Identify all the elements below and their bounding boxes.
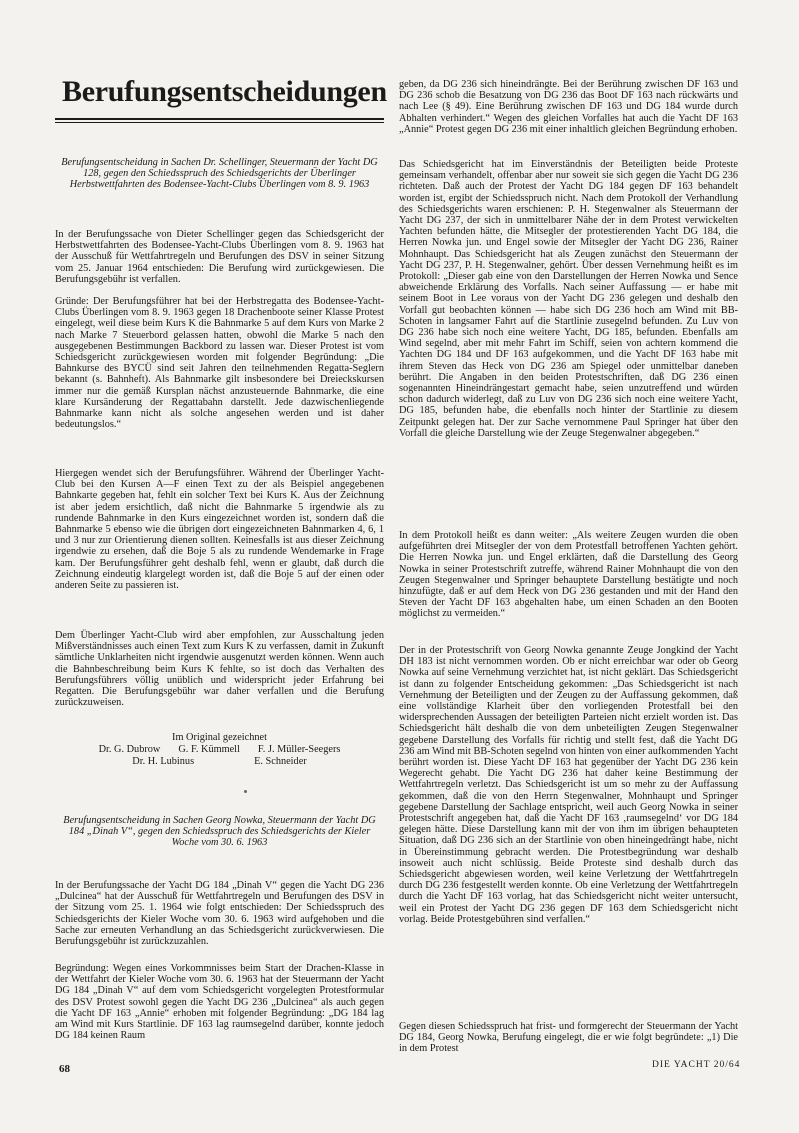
signer: F. J. Müller-Seegers xyxy=(257,744,341,755)
footer-publication: DIE YACHT 20/64 xyxy=(652,1060,741,1070)
signed-intro: Im Original gezeichnet xyxy=(172,732,267,743)
case1-paragraph-4: Dem Überlinger Yacht-Club wird aber empfohlen, zur Ausschaltung jeden Mißverständnisses auch einen Text zum Kurs K zu verfassen, damit in Zukunft sämtliche Unklarheiten nicht irgendwie ausgenutzt werden können. Wenn auch die Bahnbeschreibung beim Kurs K fehlte, so ist doch das Verhalten des Berufungsführers völlig unüblich und widerspricht jeder Erfahrung bei Regatten. Die Berufungsgebühr war daher verfallen und die Berufung zurückzuweisen. xyxy=(55,630,384,709)
case2-paragraph-5: In dem Protokoll heißt es dann weiter: „Als weitere Zeugen wurden die oben aufgeführten drei Mitsegler der von dem Protestfall betroffenen Yachten gehört. Die Herren Nowka jun. und Engel erklärten, daß die Darstellung des Georg Nowka in seiner Protestschrift zutreffe, während Rainer Mohnhaupt die von den Zeugen Stegenwalner und Springer behauptete Darstellung bestätigte und noch hinzufügte, daß er auf dem Heck von DG 236 gestanden und mit der Hand den Steven der Yacht DF 163 abgehalten habe, um einen Schaden an den Booten möglichst zu vermeiden.“ xyxy=(399,530,738,620)
case1-paragraph-1: In der Berufungssache von Dieter Schellinger gegen das Schiedsgericht der Herbstwettfahrten des Bodensee-Yacht-Clubs Überlingen vom 8. 9. 1963 hat der Ausschuß für Wettfahrtregeln und Berufungen des DSV in seiner Sitzung vom 25. Januar 1964 entschieden: Die Berufung wird zurückgewiesen. Die Berufungsgebühr ist verfallen. xyxy=(55,229,384,285)
case2-caption: Berufungsentscheidung in Sachen Georg Nowka, Steuermann der Yacht DG 184 „Dinah V“, gegen den Schiedsspruch des Schiedsgerichts der Kieler Woche vom 30. 6. 1963 xyxy=(63,815,376,849)
case1-paragraph-2: Gründe: Der Berufungsführer hat bei der Herbstregatta des Bodensee-Yacht-Clubs Überlingen vom 8. 9. 1963 gegen 18 Drachenboote seiner Klasse Protest eingelegt, weil diese beim Kurs K die Bahnmarke 5 auf dem Kurs von Marke 2 nach Marke 7 Steuerbord gelassen hatten, obwohl die Marke 5 nach den ausgegebenen Bestimmungen Backbord zu lassen war. Dieser Protest ist vom Schiedsgericht zurückgewiesen worden mit folgender Begründung: „Die Bahnkurse des BYCÜ sind seit Jahren den teilnehmenden Regatta-Seglern bekannt (s. Bahnheft). Als Bahnmarke gilt insbesondere bei Dreieckskursen immer nur die gemäß Kursplan nächst anzusteuernde Bahnmarke, die eine klare Kursänderung der Regattabahn darstellt. Jede dazwischenliegende Bahnmarke kann nicht als solche angesehen werden und ist daher bedeutungslos.“ xyxy=(55,296,384,431)
title-rule-thick xyxy=(55,118,384,120)
case2-paragraph-3: geben, da DG 236 sich hineindrängte. Bei der Berührung zwischen DF 163 und DG 236 schob die Besatzung von DG 236 das Boot DF 163 nach rückwärts und nach Lee (§ 49). Eine Berührung zwischen DF 163 und DG 184 wurde durch Abhalten verhindert.“ Wegen des gleichen Vorfalles hat auch die Yacht DF 163 „Annie“ Protest gegen DG 236 mit einer inhaltlich gleichen Begründung erhoben. xyxy=(399,79,738,135)
signers-row-2 xyxy=(55,756,384,768)
page-title: Berufungsentscheidungen xyxy=(62,75,387,108)
case2-paragraph-1: In der Berufungssache der Yacht DG 184 „Dinah V“ gegen die Yacht DG 236 „Dulcinea“ hat der Ausschuß für Wettfahrtregeln und Berufungen des DSV in der Sitzung vom 25. 1. 1964 wie folgt entschieden: Der Schiedsspruch des Schiedsgerichts der Kieler Woche vom 30. 6. 1963 wird aufgehoben und die Sache zur erneuten Verhandlung an das Schiedsgericht zurückverwiesen. Die Berufungsgebühr ist zurückzuzahlen. xyxy=(55,880,384,948)
signer: G. F. Kümmell xyxy=(178,744,240,755)
case2-paragraph-7: Gegen diesen Schiedsspruch hat frist- und formgerecht der Steuermann der Yacht DG 184, Georg Nowka, Berufung eingelegt, die er wie folgt begründete: „1) Die in dem Protest xyxy=(399,1021,738,1055)
separator-dot xyxy=(244,790,247,793)
case1-caption: Berufungsentscheidung in Sachen Dr. Schellinger, Steuermann der Yacht DG 128, gegen den Schiedsspruch des Schiedsgerichts der Überlinger Herbstwettfahrten des Bodensee-Yacht-Clubs Überlingen vom 8. 9. 1963 xyxy=(61,157,378,191)
case2-paragraph-6: Der in der Protestschrift von Georg Nowka genannte Zeuge Jongkind der Yacht DH 183 ist nicht vernommen worden. Ob er nicht erreichbar war oder ob Georg Nowka auf seine Vernehmung verzichtet hat, ist nicht geklärt. Das Schiedsgericht ist dann zu folgender Entscheidung gekommen: „Das Schiedsgericht ist nach Vernehmung der Beteiligten und der Zeugen zu der Auffassung gekommen, daß eine vollständige Klarheit über den vorliegenden Protestfall bei den widersprechenden Aussagen der beteiligten Parteien nicht erzielt worden ist. Das Schiedsgericht hält deshalb die von dem unbeteiligten Zeugen Stegenwalner gegebene Darstellung des Vorfalls für richtig und stellt fest, daß die Yacht DG 236 am Wind mit BB-Schoten segelnd von hinten von einer aufkommenden Yacht berührt worden ist. Diese Yacht DF 163 hat gegenüber der Yacht DG 236 kein Wegerecht gehabt. Die Yacht DG 236 hat daher keine Bestimmung der Wettfahrtregeln verletzt. Das Schiedsgericht ist um so mehr zu der Auffassung gekommen, daß die von den Herrn Stegenwalner, Mohnhaupt und Springer gegebene Darstellung der Sachlage entspricht, weil auch Georg Nowka in seiner Protestschrift angegeben hat, daß die Yacht DF 163 ‚raumsegelnd‘ vor DG 184 gelegen hätte. Diese Darstellung kann mit der von ihm im übrigen behaupteten Situation, daß DG 236 sich an der Startlinie von oben hineingedrängt habe, nicht in Übereinstimmung gebracht werden. Die Protestbegründung war deshalb insoweit auch nicht schlüssig. Beide Proteste sind deshalb durch das Schiedsgericht abgewiesen worden, weil keine Verletzung der Wettfahrtregeln durch DG 236 festgestellt werden konnte. Ob eine Verletzung der Wettfahrtregeln durch die Yacht DF 163 vorlag, hat das Schiedsgericht nicht weiter untersucht, weil ein Protest der Yacht DG 236 gegen DF 163 dem Schiedsgericht nicht vorlag. Beide Protestgebühren sind verfallen.“ xyxy=(399,645,738,925)
title-rule-thin xyxy=(55,122,384,123)
signer: Dr. G. Dubrow xyxy=(98,744,161,755)
case2-paragraph-2: Begründung: Wegen eines Vorkommnisses beim Start der Drachen-Klasse in der Wettfahrt der Kieler Woche vom 30. 6. 1963 hat der Steuermann der Yacht DG 184 „Dinah V“ auf dem vom Schiedsgericht vorgelegten Protestformular des DSV Protest sowohl gegen die Yacht DG 236 „Dulcinea“ als auch gegen die Yacht DF 163 „Annie“ erhoben mit folgender Begründung: „DG 184 lag am Wind mit Kurs Startlinie. DF 163 lag raumsegelnd darüber, konnte jedoch DG 184 keinen Raum xyxy=(55,963,384,1042)
signer: E. Schneider xyxy=(254,756,307,767)
case2-paragraph-4: Das Schiedsgericht hat im Einverständnis der Beteiligten beide Proteste gemeinsam verhandelt, offenbar aber nur soweit sie sich gegen die Yacht DG 236 richteten. Daß auch der Protest der Yacht DG 184 gegen DF 163 behandelt worden ist, ergibt der Schiedsspruch nicht. Nach dem Protokoll der Verhandlung des Schiedsgerichts waren erschienen: P. H. Stegenwalner als Steuermann der Yacht DG 237, der sich in unmittelbarer Nähe der in dem Protest verwickelten Yachten befunden hätte, die Mitsegler der protestierenden Yacht DG 184, die Herren Nowka jun. und Engel sowie der Mitsegler der Yacht DG 236, Rainer Mohnhaupt. Das Schiedsgericht hat als Zeugen zunächst den Steuermann der Yacht DG 237, P. H. Stegenwalner, gehört. Über dessen Vernehmung heißt es im Protokoll: „Dieser gab eine von den Darstellungen der Herren Nowka und Sence abweichende Erklärung des Vorfalls. Nach seiner Auffassung — er habe mit seinem Boot in Lee voraus von der Yacht DG 236 gelegen und deshalb den Vorfall gut beobachten können — habe sich DG 236 hoch am Wind mit BB-Schoten in langsamer Fahrt auf die Startlinie zusegelnd befunden. Zu Luv von DG 236 habe sich noch eine weitere Yacht, DG 185, befunden. Ebenfalls am Wind segelnd, aber mit mehr Fahrt im Schiff, seien von achtern kommend die Yachten DG 184 und DF 163 aufgekommen, und die Yacht DF 163 habe mit ihrem Steven das Heck von DG 236 am Spiegel oder unmittelbar daneben berührt. Die Angaben in den beiden Protestschriften, daß DG 236 einen sogenannten Hineindrängestart gemacht habe, seien unzutreffend und würden schon dadurch widerlegt, daß zu Luv von DG 236 sich noch eine weitere Yacht, DG 185, befunden habe, die ebenfalls noch hinter der Startlinie zu diesem Zeitpunkt gelegen hat. Der zur Sache vernommene Paul Springer hat über den Vorfall die gleiche Darstellung wie der Zeuge Stegenwalner abgegeben.“ xyxy=(399,159,738,439)
case1-paragraph-3: Hiergegen wendet sich der Berufungsführer. Während der Überlinger Yacht-Club bei den Kursen A—F einen Text zu der als Beispiel angegebenen Bahnkarte gegeben hat, fehlt ein solcher Text bei Kurs K. Aus der Zeichnung ist aber jedem ersichtlich, daß nicht die Bahnmarke 5 irgendwie als zu rundende Bahnmarke in den Kurs eingezeichnet worden ist, sondern daß die Bahnmarke 5 ebenso wie die übrigen dort eingezeichneten Bahnmarken 4, 6, 1 und 3 nur zur Orientierung dienen sollten. Keinesfalls ist aus dieser Zeichnung irgendwie zu ersehen, daß die Boje 5 als zu rundende Wendemarke in Frage kam. Der Berufungsführer geht deshalb fehl, wenn er glaubt, daß durch die Zeichnung eindeutig klargelegt worden ist, daß die Boje 5 auf der einen oder anderen Seite zu passieren ist. xyxy=(55,468,384,592)
signers-row-1 xyxy=(55,744,384,756)
signer: Dr. H. Lubinus xyxy=(132,756,195,767)
page-number: 68 xyxy=(59,1063,70,1075)
signatories xyxy=(55,732,384,768)
